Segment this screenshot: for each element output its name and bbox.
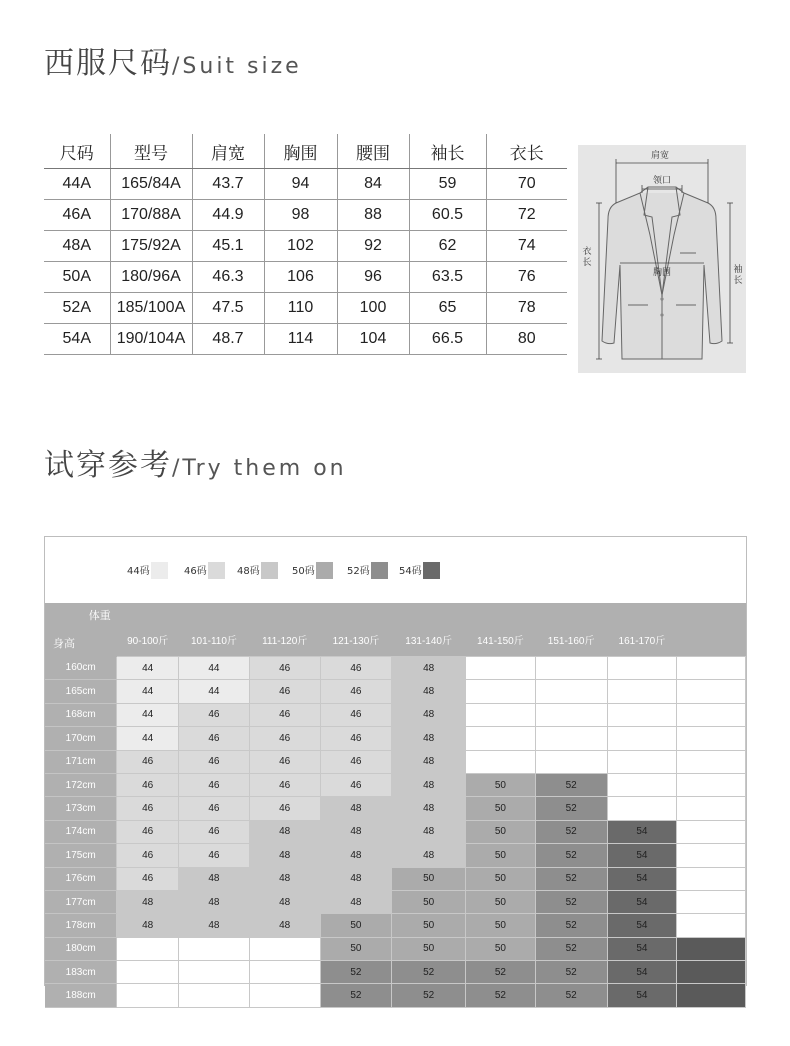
weight-col-header: 141-150斤 (466, 603, 536, 657)
size-recommendation-cell: 46 (249, 750, 320, 773)
size-cell: 100 (337, 293, 409, 324)
height-row-header: 175cm (45, 844, 117, 867)
size-recommendation-cell (535, 750, 607, 773)
size-row (44, 231, 567, 262)
size-recommendation-cell: 46 (249, 680, 320, 703)
size-recommendation-cell: 48 (179, 867, 250, 890)
legend-swatch (208, 562, 225, 579)
size-cell: 92 (337, 231, 409, 262)
size-cell: 114 (264, 324, 337, 355)
legend-item (399, 562, 440, 581)
size-recommendation-cell: 48 (179, 890, 250, 913)
size-recommendation-cell: 46 (179, 820, 250, 843)
try-on-title (44, 440, 347, 484)
size-recommendation-cell (677, 773, 746, 796)
size-recommendation-cell (117, 984, 179, 1007)
size-recommendation-cell: 46 (117, 773, 179, 796)
size-recommendation-cell (466, 727, 536, 750)
size-recommendation-cell (607, 773, 677, 796)
height-row-header: 172cm (45, 773, 117, 796)
size-recommendation-cell (677, 727, 746, 750)
size-recommendation-cell: 50 (466, 797, 536, 820)
height-row-header: 177cm (45, 890, 117, 913)
size-recommendation-cell: 46 (117, 844, 179, 867)
size-recommendation-cell: 48 (249, 820, 320, 843)
length-label: 衣长 (582, 247, 592, 268)
size-cell: 54A (44, 324, 110, 355)
size-cell: 106 (264, 262, 337, 293)
size-recommendation-cell: 48 (392, 657, 466, 680)
legend-label: 50码 (292, 566, 315, 577)
size-recommendation-cell: 52 (535, 820, 607, 843)
size-cell: 62 (409, 231, 486, 262)
weight-col-header (677, 603, 746, 657)
size-recommendation-cell: 48 (392, 680, 466, 703)
size-recommendation-cell: 48 (117, 914, 179, 937)
size-recommendation-cell: 46 (179, 727, 250, 750)
size-recommendation-cell: 52 (535, 961, 607, 984)
size-cell: 78 (486, 293, 567, 324)
try-on-title-en: /Try them on (172, 456, 347, 481)
size-cell: 88 (337, 200, 409, 231)
size-recommendation-cell (535, 727, 607, 750)
size-recommendation-cell (677, 844, 746, 867)
weight-col-header: 101-110斤 (179, 603, 250, 657)
size-recommendation-cell: 46 (179, 773, 250, 796)
height-row-header: 165cm (45, 680, 117, 703)
size-recommendation-cell: 48 (392, 773, 466, 796)
size-recommendation-cell: 48 (179, 914, 250, 937)
try-on-chart (44, 536, 747, 1002)
height-row-header: 188cm (45, 984, 117, 1007)
size-recommendation-cell (535, 680, 607, 703)
height-row (45, 961, 746, 984)
height-row (45, 773, 746, 796)
size-cell: 80 (486, 324, 567, 355)
height-row (45, 984, 746, 1007)
size-recommendation-cell: 50 (466, 773, 536, 796)
size-recommendation-cell: 46 (179, 703, 250, 726)
size-cell: 43.7 (192, 169, 264, 200)
size-row (44, 293, 567, 324)
height-axis-label: 身高 (53, 637, 75, 650)
size-recommendation-cell: 52 (535, 797, 607, 820)
size-recommendation-cell: 48 (320, 820, 392, 843)
corner-header (45, 603, 117, 657)
size-cell: 66.5 (409, 324, 486, 355)
size-cell: 46.3 (192, 262, 264, 293)
size-recommendation-cell: 52 (392, 961, 466, 984)
size-recommendation-cell: 54 (607, 890, 677, 913)
weight-col-header: 131-140斤 (392, 603, 466, 657)
size-recommendation-cell: 48 (392, 750, 466, 773)
size-col-header: 袖长 (409, 134, 486, 169)
size-recommendation-cell: 48 (320, 844, 392, 867)
legend-swatch (151, 562, 168, 579)
size-cell: 94 (264, 169, 337, 200)
size-recommendation-cell (677, 961, 746, 984)
size-cell: 48.7 (192, 324, 264, 355)
size-recommendation-cell (677, 797, 746, 820)
try-on-grid (45, 603, 746, 1008)
size-recommendation-cell (535, 657, 607, 680)
size-recommendation-cell: 46 (320, 727, 392, 750)
size-recommendation-cell: 54 (607, 867, 677, 890)
size-recommendation-cell: 48 (392, 820, 466, 843)
size-recommendation-cell (607, 680, 677, 703)
size-table (44, 134, 567, 355)
height-row (45, 890, 746, 913)
size-recommendation-cell: 52 (320, 984, 392, 1007)
size-recommendation-cell (607, 727, 677, 750)
size-recommendation-cell: 48 (117, 890, 179, 913)
weight-col-header: 90-100斤 (117, 603, 179, 657)
size-cell: 104 (337, 324, 409, 355)
size-recommendation-cell (249, 961, 320, 984)
size-cell: 46A (44, 200, 110, 231)
size-recommendation-cell: 48 (320, 867, 392, 890)
legend-label: 52码 (347, 566, 370, 577)
height-row (45, 937, 746, 960)
size-recommendation-cell: 46 (117, 820, 179, 843)
size-recommendation-cell: 48 (392, 727, 466, 750)
size-recommendation-cell: 48 (392, 703, 466, 726)
size-cell: 98 (264, 200, 337, 231)
size-recommendation-cell: 48 (392, 844, 466, 867)
size-recommendation-cell (179, 937, 250, 960)
size-recommendation-cell: 52 (535, 867, 607, 890)
size-recommendation-cell: 44 (117, 657, 179, 680)
size-recommendation-cell (677, 867, 746, 890)
size-cell: 180/96A (110, 262, 192, 293)
height-row (45, 680, 746, 703)
jacket-measurement-diagram (578, 145, 746, 373)
size-recommendation-cell (466, 750, 536, 773)
size-cell: 59 (409, 169, 486, 200)
legend-label: 44码 (127, 566, 150, 577)
size-cell: 190/104A (110, 324, 192, 355)
size-recommendation-cell: 48 (249, 844, 320, 867)
size-recommendation-cell (677, 680, 746, 703)
try-on-grid-body (45, 657, 746, 1008)
size-recommendation-cell: 48 (249, 867, 320, 890)
size-cell: 185/100A (110, 293, 192, 324)
size-cell: 70 (486, 169, 567, 200)
height-row-header: 183cm (45, 961, 117, 984)
weight-header-row (45, 603, 746, 657)
size-cell: 102 (264, 231, 337, 262)
legend-item (127, 562, 168, 581)
size-cell: 48A (44, 231, 110, 262)
legend-item (237, 562, 278, 581)
size-recommendation-cell: 48 (392, 797, 466, 820)
size-recommendation-cell: 48 (249, 914, 320, 937)
size-recommendation-cell: 46 (320, 750, 392, 773)
size-recommendation-cell (607, 703, 677, 726)
size-recommendation-cell: 46 (249, 703, 320, 726)
size-recommendation-cell: 46 (320, 657, 392, 680)
suit-size-title-cn: 西服尺码 (44, 46, 172, 81)
height-row-header: 174cm (45, 820, 117, 843)
size-recommendation-cell: 52 (392, 984, 466, 1007)
size-col-header: 胸围 (264, 134, 337, 169)
size-recommendation-cell: 44 (179, 657, 250, 680)
size-recommendation-cell: 50 (466, 937, 536, 960)
size-recommendation-cell: 46 (320, 680, 392, 703)
size-col-header: 肩宽 (192, 134, 264, 169)
height-row-header: 170cm (45, 727, 117, 750)
size-recommendation-cell: 54 (607, 937, 677, 960)
sleeve-label: 袖长 (733, 265, 743, 286)
size-recommendation-cell (607, 750, 677, 773)
size-recommendation-cell: 46 (249, 727, 320, 750)
size-recommendation-cell: 50 (392, 937, 466, 960)
size-recommendation-cell (677, 914, 746, 937)
size-cell: 72 (486, 200, 567, 231)
size-recommendation-cell (249, 937, 320, 960)
size-cell: 60.5 (409, 200, 486, 231)
size-cell: 110 (264, 293, 337, 324)
size-col-header: 型号 (110, 134, 192, 169)
size-cell: 76 (486, 262, 567, 293)
size-row (44, 262, 567, 293)
size-recommendation-cell: 46 (320, 773, 392, 796)
legend-swatch (316, 562, 333, 579)
size-recommendation-cell: 50 (466, 867, 536, 890)
legend-swatch (371, 562, 388, 579)
size-recommendation-cell: 48 (320, 890, 392, 913)
size-col-header: 腰围 (337, 134, 409, 169)
size-recommendation-cell: 46 (249, 797, 320, 820)
size-recommendation-cell (677, 750, 746, 773)
size-recommendation-cell (179, 961, 250, 984)
height-row (45, 914, 746, 937)
size-recommendation-cell: 44 (117, 703, 179, 726)
size-recommendation-cell (179, 984, 250, 1007)
legend-label: 46码 (184, 566, 207, 577)
size-recommendation-cell: 52 (466, 961, 536, 984)
size-cell: 170/88A (110, 200, 192, 231)
size-recommendation-cell: 50 (466, 820, 536, 843)
size-recommendation-cell (677, 657, 746, 680)
size-recommendation-cell (249, 984, 320, 1007)
size-recommendation-cell: 48 (249, 890, 320, 913)
weight-col-header: 111-120斤 (249, 603, 320, 657)
size-recommendation-cell: 48 (320, 797, 392, 820)
size-recommendation-cell: 54 (607, 820, 677, 843)
size-recommendation-cell: 46 (320, 703, 392, 726)
suit-size-title-en: /Suit size (172, 54, 302, 79)
height-row (45, 727, 746, 750)
suit-size-title (44, 38, 302, 82)
height-row-header: 171cm (45, 750, 117, 773)
height-row-header: 160cm (45, 657, 117, 680)
size-recommendation-cell (607, 657, 677, 680)
size-recommendation-cell (677, 703, 746, 726)
height-row (45, 797, 746, 820)
size-cell: 52A (44, 293, 110, 324)
weight-axis-label: 体重 (88, 610, 111, 622)
height-row (45, 867, 746, 890)
shoulder-label: 肩宽 (651, 151, 670, 161)
size-recommendation-cell (117, 961, 179, 984)
height-row-header: 178cm (45, 914, 117, 937)
legend-swatch (261, 562, 278, 579)
legend-label: 48码 (237, 566, 260, 577)
size-recommendation-cell: 46 (179, 797, 250, 820)
size-cell: 47.5 (192, 293, 264, 324)
height-row (45, 750, 746, 773)
size-recommendation-cell: 52 (535, 984, 607, 1007)
size-recommendation-cell: 54 (607, 961, 677, 984)
try-on-title-cn: 试穿参考 (44, 448, 172, 483)
size-cell: 45.1 (192, 231, 264, 262)
size-recommendation-cell: 44 (117, 680, 179, 703)
height-row (45, 703, 746, 726)
size-recommendation-cell (117, 937, 179, 960)
collar-label: 领口 (653, 176, 672, 186)
size-recommendation-cell: 46 (117, 797, 179, 820)
size-table-body (44, 169, 567, 355)
height-row (45, 844, 746, 867)
size-recommendation-cell: 50 (392, 914, 466, 937)
size-col-header: 尺码 (44, 134, 110, 169)
height-row-header: 168cm (45, 703, 117, 726)
size-recommendation-cell (466, 657, 536, 680)
size-table-header-row (44, 134, 567, 169)
size-row (44, 169, 567, 200)
size-cell: 44A (44, 169, 110, 200)
weight-col-header: 151-160斤 (535, 603, 607, 657)
size-recommendation-cell: 52 (535, 937, 607, 960)
height-row-header: 180cm (45, 937, 117, 960)
size-recommendation-cell: 50 (466, 844, 536, 867)
size-recommendation-cell: 54 (607, 844, 677, 867)
size-recommendation-cell: 50 (392, 867, 466, 890)
size-recommendation-cell (677, 937, 746, 960)
size-recommendation-cell (677, 984, 746, 1007)
size-cell: 96 (337, 262, 409, 293)
size-recommendation-cell: 46 (179, 750, 250, 773)
legend-item (347, 562, 388, 581)
size-recommendation-cell: 50 (320, 937, 392, 960)
size-row (44, 324, 567, 355)
size-recommendation-cell: 46 (117, 867, 179, 890)
legend-item (292, 562, 333, 581)
size-recommendation-cell (677, 820, 746, 843)
size-cell: 63.5 (409, 262, 486, 293)
size-recommendation-cell: 52 (535, 914, 607, 937)
weight-col-header: 161-170斤 (607, 603, 677, 657)
size-recommendation-cell (607, 797, 677, 820)
height-row-header: 173cm (45, 797, 117, 820)
size-recommendation-cell: 52 (535, 844, 607, 867)
size-recommendation-cell: 52 (535, 890, 607, 913)
chest-label: 胸围 (653, 268, 672, 278)
height-row (45, 657, 746, 680)
size-cell: 175/92A (110, 231, 192, 262)
size-recommendation-cell: 52 (535, 773, 607, 796)
size-recommendation-cell: 46 (179, 844, 250, 867)
size-cell: 84 (337, 169, 409, 200)
size-recommendation-cell: 54 (607, 984, 677, 1007)
legend-label: 54码 (399, 566, 422, 577)
size-cell: 74 (486, 231, 567, 262)
size-row (44, 200, 567, 231)
size-recommendation-cell (466, 680, 536, 703)
size-recommendation-cell: 52 (320, 961, 392, 984)
size-col-header: 衣长 (486, 134, 567, 169)
size-cell: 165/84A (110, 169, 192, 200)
size-recommendation-cell: 50 (392, 890, 466, 913)
size-recommendation-cell: 46 (249, 657, 320, 680)
size-recommendation-cell: 52 (466, 984, 536, 1007)
size-cell: 44.9 (192, 200, 264, 231)
size-recommendation-cell (466, 703, 536, 726)
height-row-header: 176cm (45, 867, 117, 890)
height-row (45, 820, 746, 843)
size-recommendation-cell: 50 (466, 914, 536, 937)
size-recommendation-cell: 54 (607, 914, 677, 937)
size-cell: 65 (409, 293, 486, 324)
size-cell: 50A (44, 262, 110, 293)
size-recommendation-cell: 46 (249, 773, 320, 796)
size-recommendation-cell: 44 (117, 727, 179, 750)
weight-col-header: 121-130斤 (320, 603, 392, 657)
legend-item (184, 562, 225, 581)
size-recommendation-cell: 44 (179, 680, 250, 703)
size-recommendation-cell: 50 (320, 914, 392, 937)
legend-swatch (423, 562, 440, 579)
size-recommendation-cell (677, 890, 746, 913)
size-recommendation-cell: 46 (117, 750, 179, 773)
size-recommendation-cell: 50 (466, 890, 536, 913)
size-recommendation-cell (535, 703, 607, 726)
